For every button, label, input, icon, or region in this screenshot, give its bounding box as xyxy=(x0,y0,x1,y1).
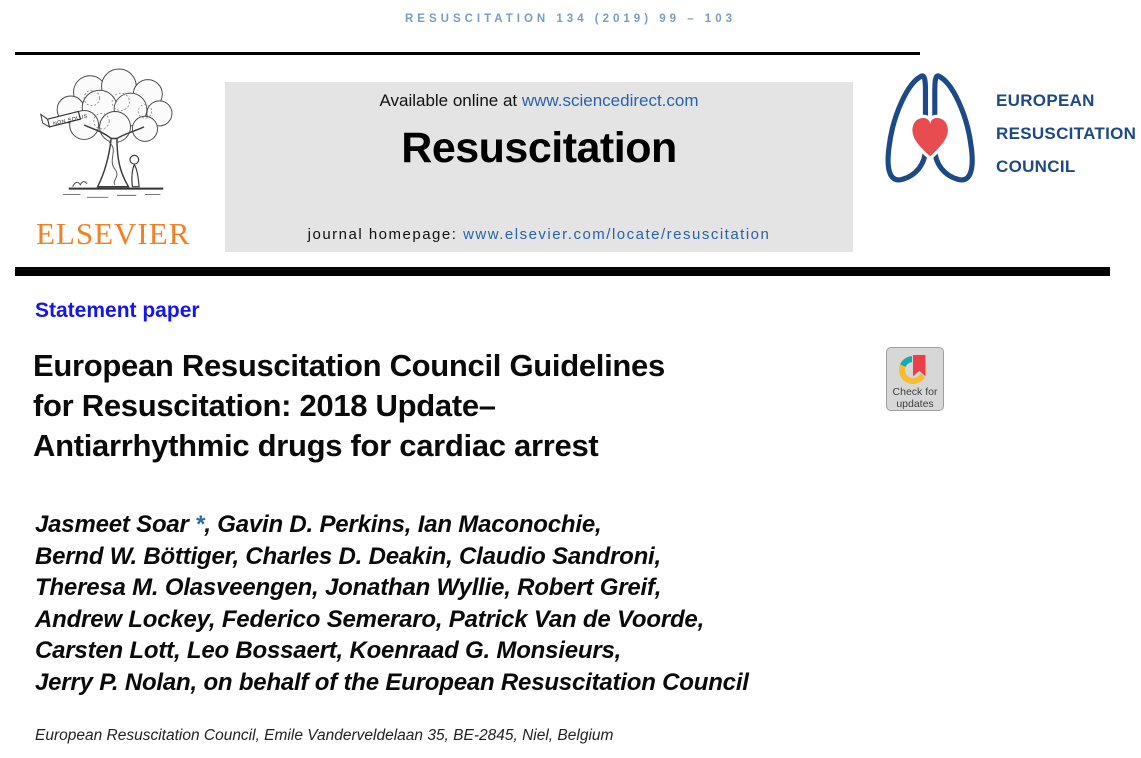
article-title-line: European Resuscitation Council Guidelines xyxy=(33,348,665,383)
crossmark-icon xyxy=(895,351,935,387)
elsevier-wordmark: ELSEVIER xyxy=(36,216,191,251)
author-line: Carsten Lott, Leo Bossaert, Koenraad G. Monsieurs, xyxy=(35,637,622,664)
sciencedirect-masthead-box xyxy=(225,82,853,252)
affiliation-line: European Resuscitation Council, Emile Vanderveldelaan 35, BE-2845, Niel, Belgium xyxy=(35,727,614,744)
article-title-line: for Resuscitation: 2018 Update– xyxy=(33,388,496,423)
sciencedirect-link[interactable]: www.sciencedirect.com xyxy=(521,91,699,110)
article-title-line: Antiarrhythmic drugs for cardiac arrest xyxy=(33,428,599,463)
author-name: Jasmeet Soar xyxy=(35,511,196,538)
article-title xyxy=(33,346,873,466)
erc-text-line: EUROPEAN xyxy=(996,91,1095,110)
elsevier-tree-icon xyxy=(34,62,198,214)
homepage-link[interactable]: www.elsevier.com/locate/resuscitation xyxy=(463,226,771,243)
journal-homepage-line xyxy=(225,226,853,243)
top-rule-divider xyxy=(15,52,920,55)
available-online-line xyxy=(225,91,853,111)
elsevier-logo-block[interactable] xyxy=(30,62,210,258)
erc-text-line: RESUSCITATION xyxy=(996,124,1137,143)
check-for-updates-badge[interactable] xyxy=(886,347,944,411)
journal-citation-header: RESUSCITATION 134 (2019) 99 – 103 xyxy=(405,13,736,25)
corresponding-author-asterisk[interactable]: * xyxy=(195,511,205,538)
erc-lungs-heart-icon xyxy=(876,64,988,200)
non-solus-banner-text: NON SOLUS xyxy=(52,113,89,128)
author-line xyxy=(35,509,895,541)
available-online-label: Available online at xyxy=(379,91,522,110)
erc-logo-text xyxy=(996,84,1136,200)
check-badge-label-line2: updates xyxy=(896,397,934,410)
author-line: Andrew Lockey, Federico Semeraro, Patrick Van de Voorde, xyxy=(35,605,705,633)
section-label: Statement paper xyxy=(35,299,200,322)
author-line: Theresa M. Olasveengen, Jonathan Wyllie, Robert Greif, xyxy=(35,574,662,601)
erc-logo-block xyxy=(876,64,1136,200)
erc-text-line: COUNCIL xyxy=(996,157,1076,176)
author-list xyxy=(35,509,895,698)
masthead-divider-bar xyxy=(15,267,1110,276)
journal-title: Resuscitation xyxy=(401,124,677,172)
check-badge-label-line1: Check for xyxy=(892,386,938,398)
author-line: Jerry P. Nolan, on behalf of the European Resuscitation Council xyxy=(35,668,749,696)
author-line: Bernd W. Böttiger, Charles D. Deakin, Claudio Sandroni, xyxy=(35,542,661,570)
homepage-label: journal homepage: xyxy=(307,226,464,243)
author-names: , Gavin D. Perkins, Ian Maconochie, xyxy=(204,511,602,538)
